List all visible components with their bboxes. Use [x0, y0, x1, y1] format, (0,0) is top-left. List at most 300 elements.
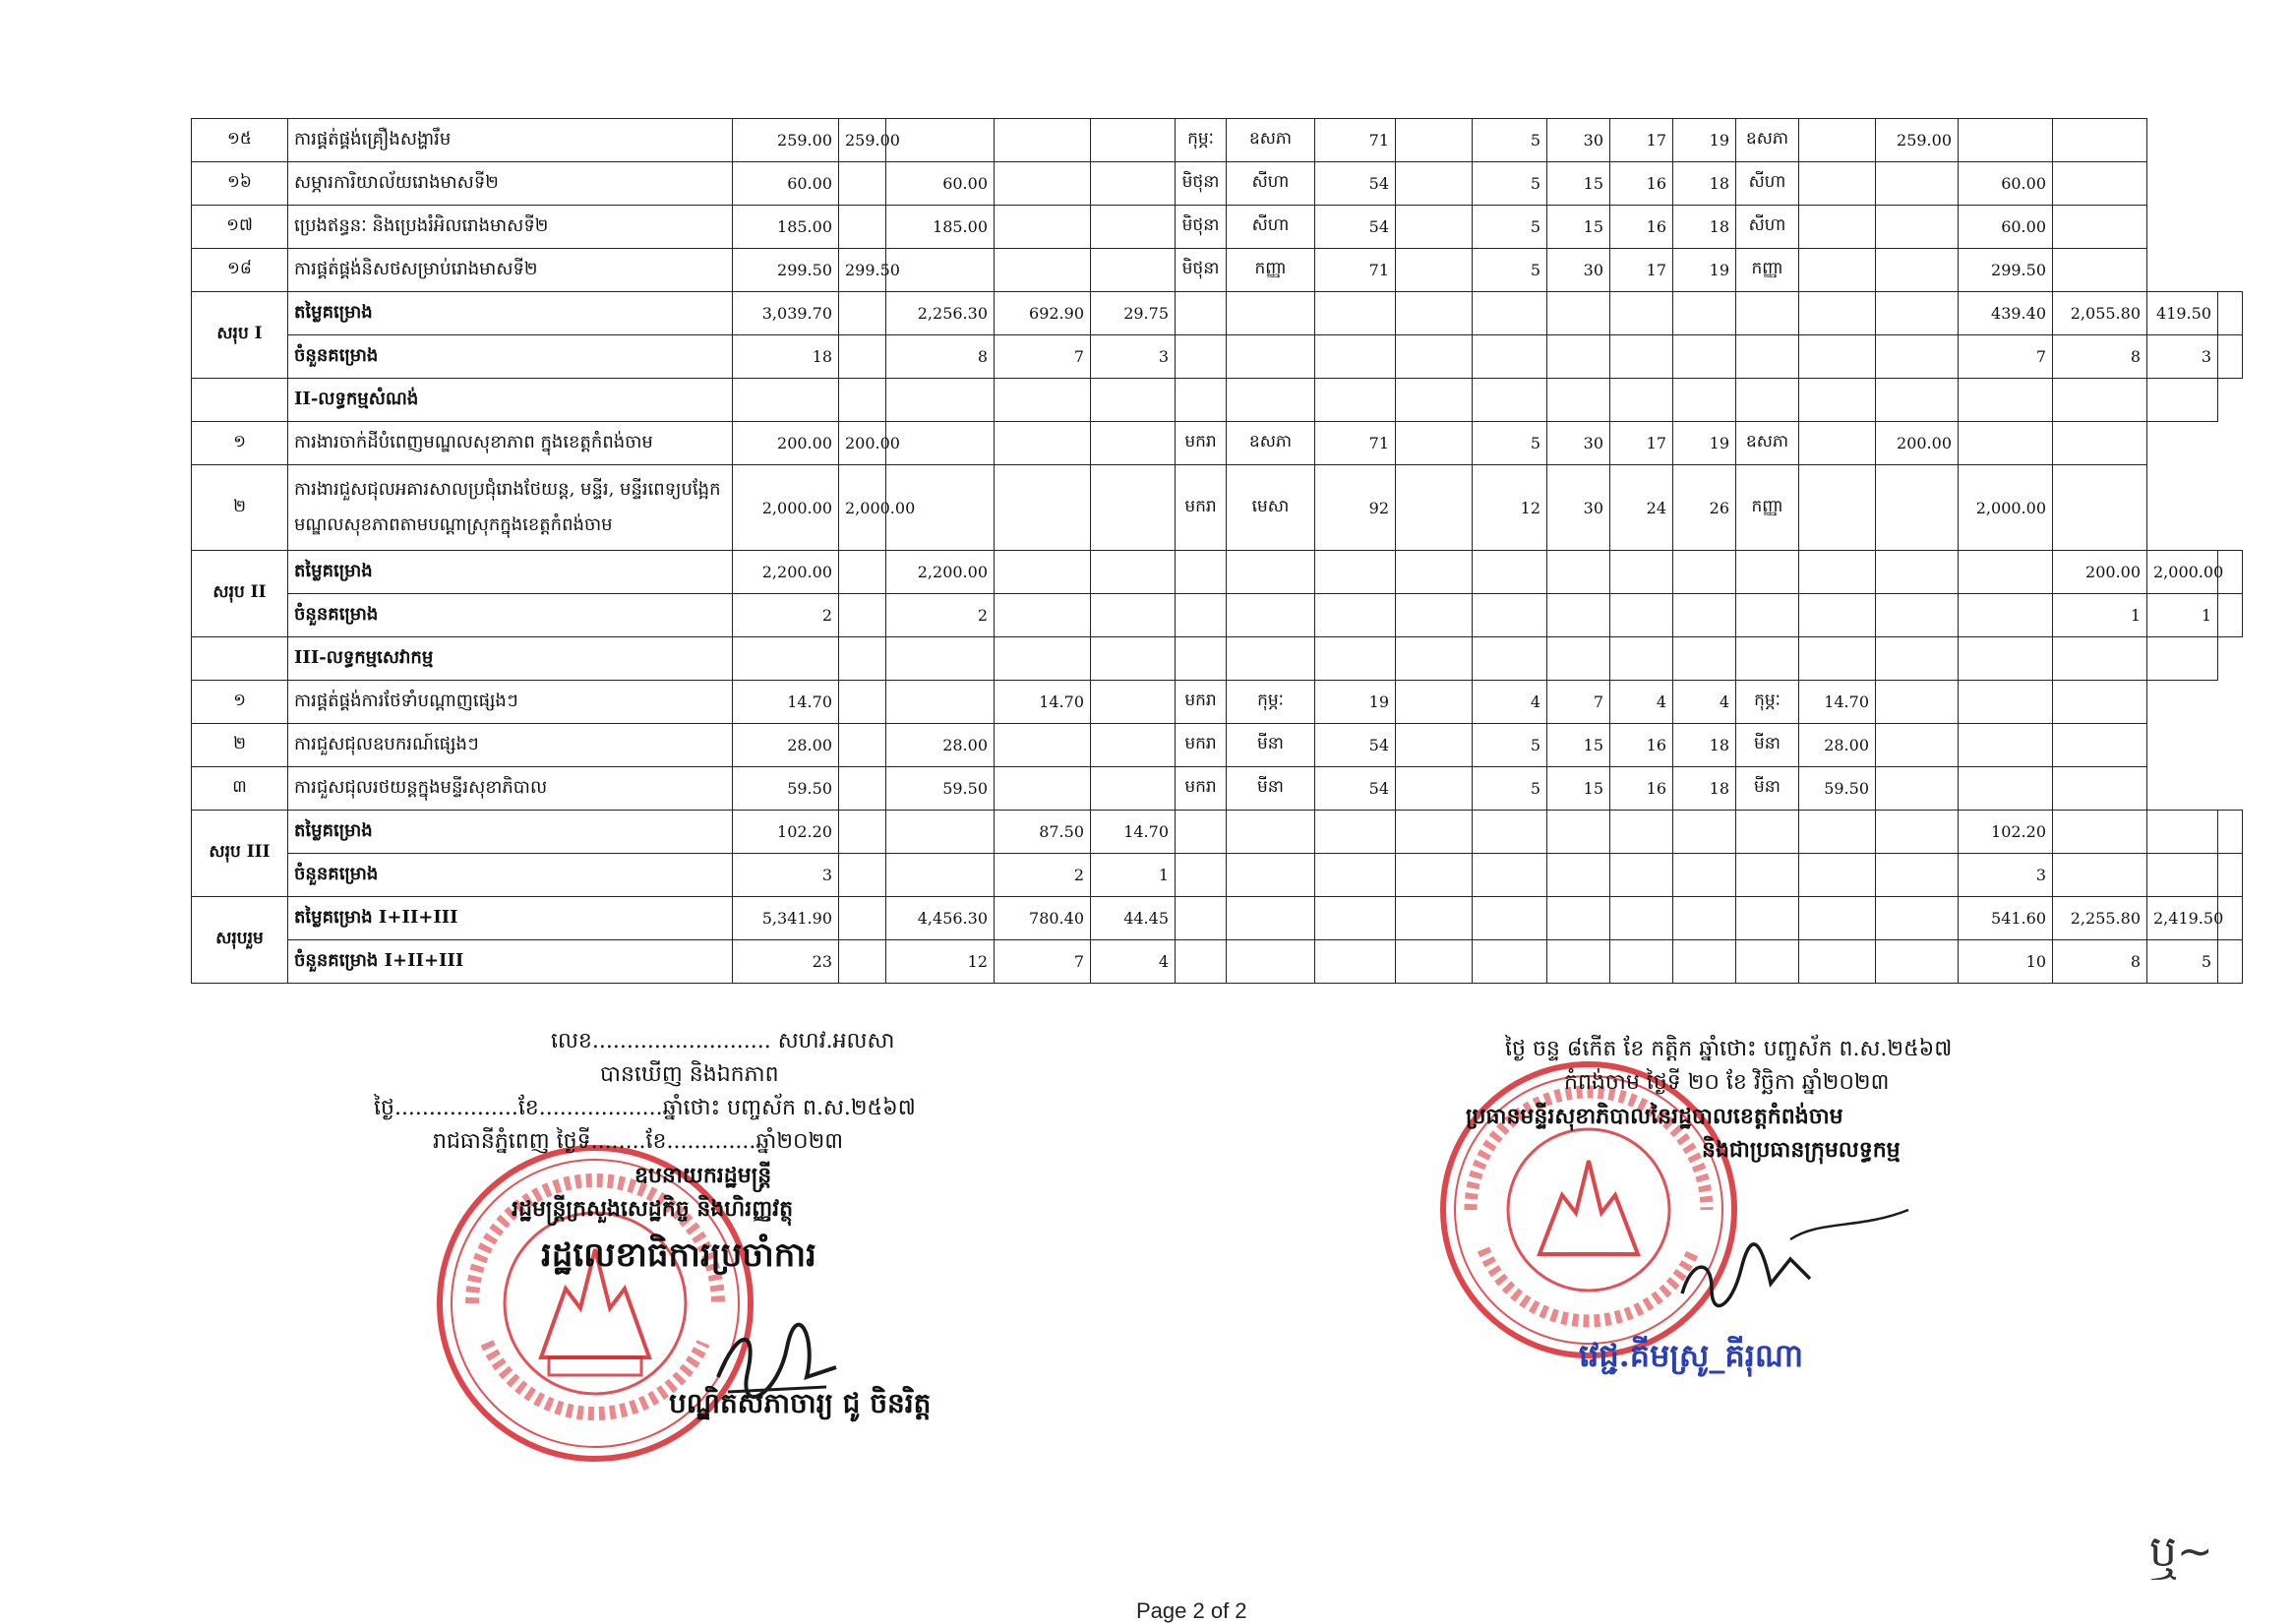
total-c3: 2: [995, 854, 1091, 897]
empty-cell: [1396, 551, 1473, 594]
amount-c2: [839, 206, 886, 249]
empty-cell: [1315, 551, 1396, 594]
quarter-r1: [1799, 422, 1876, 465]
empty-cell: [1673, 637, 1736, 681]
empty-cell: [1736, 940, 1799, 984]
amount-c1: 59.50: [733, 767, 839, 811]
procurement-plan-table: [191, 118, 2243, 984]
total-c1: 2: [733, 594, 839, 637]
start-month: មិថុនា: [1176, 206, 1227, 249]
empty-cell: [1227, 551, 1315, 594]
empty-cell: [839, 940, 886, 984]
handwritten-corner-mark: ឬ~: [2149, 1527, 2213, 1577]
contract-month: សីហា: [1736, 162, 1799, 206]
empty-cell: [733, 637, 839, 681]
amount-c2: [839, 767, 886, 811]
empty-cell: [1736, 811, 1799, 854]
right-signatory-name: វេជ្ជ.គីមស្រូ_គីរុណា: [1579, 1337, 1804, 1374]
days-d5: 17: [1610, 119, 1673, 162]
total-r2: 2,055.80: [2053, 292, 2147, 335]
empty-cell: [1610, 292, 1673, 335]
total-c1: 102.20: [733, 811, 839, 854]
amount-c2: 259.00: [839, 119, 886, 162]
count-label: ចំនួនគម្រោង: [288, 854, 733, 897]
days-d6: 19: [1673, 119, 1736, 162]
end-month: មីនា: [1227, 724, 1315, 767]
empty-cell: [1799, 854, 1876, 897]
total-r2: 8: [2053, 335, 2147, 379]
total-r1: [1959, 551, 2053, 594]
quarter-r3: [1959, 724, 2053, 767]
empty-cell: [2218, 940, 2243, 984]
days-d6: 18: [1673, 724, 1736, 767]
empty-cell: [1227, 637, 1315, 681]
subtotal-label: សរុប II: [192, 551, 288, 637]
amount-c4: [995, 249, 1091, 292]
quarter-r3: [1959, 767, 2053, 811]
total-c2: 8: [886, 335, 995, 379]
amount-c3: 59.50: [886, 767, 995, 811]
amount-c3: 28.00: [886, 724, 995, 767]
end-month: មីនា: [1227, 767, 1315, 811]
empty-cell: [839, 551, 886, 594]
total-c4: [1091, 594, 1176, 637]
item-name: ការជួសជុលឧបករណ៍ផ្សេងៗ: [288, 724, 733, 767]
empty-cell: [733, 379, 839, 422]
total-c3: 7: [995, 335, 1091, 379]
count-label: ចំនួនគម្រោង: [288, 594, 733, 637]
empty-cell: [1673, 854, 1736, 897]
days-d3: 5: [1473, 422, 1547, 465]
empty-cell: [839, 335, 886, 379]
days-d6: 4: [1673, 681, 1736, 724]
days-d5: 24: [1610, 465, 1673, 551]
days-d3: 5: [1473, 162, 1547, 206]
empty-cell: [1547, 811, 1610, 854]
empty-cell: [2053, 637, 2147, 681]
amount-c2: [839, 681, 886, 724]
quarter-r4: [2053, 724, 2147, 767]
days-d5: 16: [1610, 767, 1673, 811]
days-d2: [1396, 119, 1473, 162]
empty-cell: [1610, 594, 1673, 637]
contract-month: កញ្ញា: [1736, 249, 1799, 292]
amount-c1: 2,000.00: [733, 465, 839, 551]
empty-cell: [1315, 594, 1396, 637]
empty-cell: [1547, 594, 1610, 637]
empty-cell: [1610, 811, 1673, 854]
empty-cell: [1176, 811, 1227, 854]
table-row: [192, 162, 2243, 206]
amount-c2: [839, 162, 886, 206]
total-c2: [886, 854, 995, 897]
days-d5: 16: [1610, 724, 1673, 767]
empty-cell: [1673, 335, 1736, 379]
total-c4: [1091, 551, 1176, 594]
empty-cell: [1959, 379, 2053, 422]
empty-cell: [1473, 551, 1547, 594]
quarter-r1: 59.50: [1799, 767, 1876, 811]
days-d2: [1396, 681, 1473, 724]
quarter-r4: [2053, 465, 2147, 551]
days-d1: 19: [1315, 681, 1396, 724]
empty-cell: [2218, 292, 2243, 335]
days-d2: [1396, 465, 1473, 551]
days-d2: [1396, 206, 1473, 249]
amount-c4: [995, 206, 1091, 249]
start-month: មករា: [1176, 465, 1227, 551]
empty-cell: [1473, 335, 1547, 379]
empty-cell: [1396, 897, 1473, 940]
days-d3: 4: [1473, 681, 1547, 724]
start-month: កុម្ភៈ: [1176, 119, 1227, 162]
empty-cell: [1547, 335, 1610, 379]
total-c4: 3: [1091, 335, 1176, 379]
days-d6: 18: [1673, 206, 1736, 249]
total-c2: 4,456.30: [886, 897, 995, 940]
empty-cell: [1876, 594, 1959, 637]
empty-cell: [1473, 897, 1547, 940]
minister-title: រដ្ឋមន្ត្រីក្រសួងសេដ្ឋកិច្ច និងហិរញ្ញវត្ថុ: [512, 1196, 794, 1222]
amount-c5: [1091, 162, 1176, 206]
days-d4: 7: [1547, 681, 1610, 724]
row-number: ១៧: [192, 206, 288, 249]
empty-cell: [2218, 594, 2243, 637]
empty-cell: [1673, 379, 1736, 422]
empty-cell: [1610, 897, 1673, 940]
empty-cell: [1876, 335, 1959, 379]
quarter-r4: [2053, 119, 2147, 162]
days-d5: 4: [1610, 681, 1673, 724]
total-c4: 29.75: [1091, 292, 1176, 335]
empty-cell: [1315, 854, 1396, 897]
empty-cell: [1473, 292, 1547, 335]
start-month: មករា: [1176, 681, 1227, 724]
empty-cell: [1227, 594, 1315, 637]
days-d2: [1396, 767, 1473, 811]
total-r2: 2,255.80: [2053, 897, 2147, 940]
quarter-r1: 14.70: [1799, 681, 1876, 724]
total-c1: 3: [733, 854, 839, 897]
empty-cell: [1315, 940, 1396, 984]
empty-cell: [839, 292, 886, 335]
empty-cell: [1673, 551, 1736, 594]
contract-month: កញ្ញា: [1736, 465, 1799, 551]
days-d4: 15: [1547, 206, 1610, 249]
amount-c2: 2,000.00: [839, 465, 886, 551]
total-c4: 1: [1091, 854, 1176, 897]
empty-cell: [1799, 811, 1876, 854]
quarter-r4: [2053, 767, 2147, 811]
item-name: ការជួសជុលរថយន្តក្នុងមន្ទីរសុខាភិបាល: [288, 767, 733, 811]
empty-cell: [839, 594, 886, 637]
amount-c4: [995, 724, 1091, 767]
days-d3: 5: [1473, 767, 1547, 811]
quarter-r1: [1799, 162, 1876, 206]
days-d4: 15: [1547, 162, 1610, 206]
subtotal-label: សរុបរួម: [192, 897, 288, 984]
total-c1: 23: [733, 940, 839, 984]
left-signatory-name: បណ្ឌិតសភាចារ្យ ជូ ចិនរិត្ត: [669, 1387, 932, 1419]
days-d1: 92: [1315, 465, 1396, 551]
quarter-r3: 60.00: [1959, 206, 2053, 249]
days-d3: 5: [1473, 206, 1547, 249]
quarter-r1: [1799, 119, 1876, 162]
empty-cell: [1673, 594, 1736, 637]
total-c1: 3,039.70: [733, 292, 839, 335]
start-month: មករា: [1176, 422, 1227, 465]
empty-cell: [1673, 940, 1736, 984]
count-label: ចំនួនគម្រោង: [288, 335, 733, 379]
empty-cell: [1799, 551, 1876, 594]
quarter-r4: [2053, 206, 2147, 249]
empty-cell: [1227, 940, 1315, 984]
empty-cell: [1799, 594, 1876, 637]
section-header-row: [192, 637, 2243, 681]
days-d4: 15: [1547, 724, 1610, 767]
quarter-r1: [1799, 206, 1876, 249]
amount-c3: [886, 422, 995, 465]
amount-c5: [1091, 249, 1176, 292]
empty-cell: [1799, 379, 1876, 422]
row-number: ៣: [192, 767, 288, 811]
empty-cell: [1473, 940, 1547, 984]
subtotal-row: [192, 335, 2243, 379]
empty-cell: [1396, 940, 1473, 984]
amount-c2: [839, 724, 886, 767]
contract-month: ឧសភា: [1736, 422, 1799, 465]
empty-cell: [1176, 594, 1227, 637]
empty-cell: [2218, 811, 2243, 854]
total-r3: [2147, 854, 2218, 897]
days-d5: 17: [1610, 249, 1673, 292]
end-month: មេសា: [1227, 465, 1315, 551]
cost-label: តម្លៃគម្រោង: [288, 811, 733, 854]
empty-cell: [1876, 940, 1959, 984]
empty-cell: [1876, 811, 1959, 854]
empty-cell: [1547, 940, 1610, 984]
amount-c1: 185.00: [733, 206, 839, 249]
empty-cell: [1473, 854, 1547, 897]
empty-cell: [1610, 940, 1673, 984]
days-d2: [1396, 249, 1473, 292]
total-c1: 5,341.90: [733, 897, 839, 940]
amount-c3: 185.00: [886, 206, 995, 249]
days-d2: [1396, 724, 1473, 767]
amount-c3: [886, 249, 995, 292]
total-r3: [2147, 811, 2218, 854]
total-c3: 7: [995, 940, 1091, 984]
amount-c1: 200.00: [733, 422, 839, 465]
table-row: [192, 724, 2243, 767]
empty-cell: [1547, 292, 1610, 335]
table-row: [192, 119, 2243, 162]
cost-label: តម្លៃគម្រោង: [288, 292, 733, 335]
quarter-r3: 60.00: [1959, 162, 2053, 206]
quarter-r2: [1876, 681, 1959, 724]
empty-cell: [2218, 335, 2243, 379]
empty-cell: [839, 897, 886, 940]
empty-cell: [1227, 854, 1315, 897]
empty-cell: [1547, 551, 1610, 594]
days-d2: [1396, 422, 1473, 465]
quarter-r3: 2,000.00: [1959, 465, 2053, 551]
empty-cell: [1876, 854, 1959, 897]
item-name: ការងារចាក់ដីបំពេញមណ្ឌលសុខាភាព ក្នុងខេត្តកំពង់ចាម: [288, 422, 733, 465]
table-row: [192, 681, 2243, 724]
empty-cell: [1176, 637, 1227, 681]
amount-c5: [1091, 206, 1176, 249]
empty-cell: [1610, 854, 1673, 897]
empty-cell: [1610, 637, 1673, 681]
empty-cell: [1876, 551, 1959, 594]
total-c2: [886, 811, 995, 854]
total-r3: 3: [2147, 335, 2218, 379]
deputy-pm-title: ឧបនាយករដ្ឋមន្ត្រី: [634, 1163, 772, 1188]
empty-cell: [1176, 379, 1227, 422]
total-c1: 18: [733, 335, 839, 379]
empty-cell: [1315, 811, 1396, 854]
item-name: ការងារជួសជុលអគារសាលប្រជុំរោងថែយន្ត, មន្ទីរ, មន្ទីរពេទ្យបង្អែក មណ្ឌលសុខភាពតាមបណ្តាស្រុកក្នុងខេត្តកំពង់ចាម: [288, 465, 733, 551]
table-row: [192, 767, 2243, 811]
empty-cell: [1876, 637, 1959, 681]
empty-cell: [1227, 379, 1315, 422]
section-header-row: [192, 379, 2243, 422]
total-c2: 2,200.00: [886, 551, 995, 594]
empty-cell: [995, 379, 1091, 422]
days-d6: 19: [1673, 249, 1736, 292]
row-number: ២: [192, 465, 288, 551]
days-d6: 19: [1673, 422, 1736, 465]
total-r3: 419.50: [2147, 292, 2218, 335]
end-month: ឧសភា: [1227, 119, 1315, 162]
subtotal-label: សរុប III: [192, 811, 288, 897]
empty-cell: [1396, 637, 1473, 681]
amount-c3: 60.00: [886, 162, 995, 206]
row-number: ១: [192, 681, 288, 724]
total-c4: 4: [1091, 940, 1176, 984]
empty-cell: [1610, 335, 1673, 379]
end-month: កញ្ញា: [1227, 249, 1315, 292]
quarter-r3: [1959, 681, 2053, 724]
empty-cell: [1876, 379, 1959, 422]
empty-cell: [2053, 379, 2147, 422]
empty-cell: [1473, 594, 1547, 637]
row-number: ២: [192, 724, 288, 767]
total-r1: [1959, 594, 2053, 637]
empty-cell: [1673, 897, 1736, 940]
right-approval-block: [1446, 1033, 2135, 1372]
empty-cell: [1227, 811, 1315, 854]
start-month: មករា: [1176, 724, 1227, 767]
cost-label: តម្លៃគម្រោង I+II+III: [288, 897, 733, 940]
row-number: ១: [192, 422, 288, 465]
quarter-r2: 200.00: [1876, 422, 1959, 465]
empty-cell: [1176, 897, 1227, 940]
total-r2: [2053, 811, 2147, 854]
empty-cell: [1959, 637, 2053, 681]
amount-c1: 299.50: [733, 249, 839, 292]
amount-c1: 14.70: [733, 681, 839, 724]
quarter-r1: [1799, 249, 1876, 292]
empty-cell: [1736, 335, 1799, 379]
empty-cell: [1799, 335, 1876, 379]
days-d6: 18: [1673, 767, 1736, 811]
amount-c4: 14.70: [995, 681, 1091, 724]
empty-cell: [1547, 379, 1610, 422]
empty-cell: [1876, 292, 1959, 335]
amount-c4: [995, 422, 1091, 465]
row-number: [192, 637, 288, 681]
days-d4: 30: [1547, 465, 1610, 551]
empty-cell: [1673, 811, 1736, 854]
amount-c1: 60.00: [733, 162, 839, 206]
total-r1: 10: [1959, 940, 2053, 984]
total-c4: 14.70: [1091, 811, 1176, 854]
total-c2: 12: [886, 940, 995, 984]
item-name: ប្រេងឥន្ធនៈ និងប្រេងរំអិលរោងមាសទី២: [288, 206, 733, 249]
item-name: ការផ្គត់ផ្គង់គ្រឿងសង្ហារឹម: [288, 119, 733, 162]
section-title: II-លទ្ធកម្មសំណង់: [288, 379, 733, 422]
days-d4: 30: [1547, 119, 1610, 162]
amount-c2: 200.00: [839, 422, 886, 465]
amount-c5: [1091, 724, 1176, 767]
procurement-head-title: និងជាប្រធានក្រុមលទ្ធកម្ម: [1702, 1137, 1901, 1163]
empty-cell: [839, 854, 886, 897]
contract-month: កុម្ភៈ: [1736, 681, 1799, 724]
days-d3: 5: [1473, 249, 1547, 292]
total-r2: 200.00: [2053, 551, 2147, 594]
empty-cell: [2147, 379, 2218, 422]
quarter-r2: [1876, 162, 1959, 206]
amount-c5: [1091, 767, 1176, 811]
total-c4: 44.45: [1091, 897, 1176, 940]
start-month: មិថុនា: [1176, 249, 1227, 292]
empty-cell: [1547, 854, 1610, 897]
page-number: Page 2 of 2: [1136, 1598, 1247, 1623]
end-month: សីហា: [1227, 206, 1315, 249]
row-number: ១៨: [192, 249, 288, 292]
contract-month: ឧសភា: [1736, 119, 1799, 162]
days-d6: 26: [1673, 465, 1736, 551]
days-d1: 71: [1315, 249, 1396, 292]
amount-c1: 259.00: [733, 119, 839, 162]
table-row: [192, 206, 2243, 249]
days-d1: 71: [1315, 422, 1396, 465]
quarter-r2: [1876, 206, 1959, 249]
days-d1: 54: [1315, 206, 1396, 249]
days-d6: 18: [1673, 162, 1736, 206]
empty-cell: [839, 379, 886, 422]
empty-cell: [1473, 811, 1547, 854]
lunar-date-right: ថ្ងៃ ចន្ទ ៨កើត ខែ កត្តិក ឆ្នាំថោះ បញ្ចស័ក ព.ស.២៥៦៧: [1505, 1037, 1953, 1061]
total-c2: 2: [886, 594, 995, 637]
empty-cell: [1473, 637, 1547, 681]
subtotal-label: សរុប I: [192, 292, 288, 379]
total-c1: 2,200.00: [733, 551, 839, 594]
empty-cell: [1315, 637, 1396, 681]
total-c3: 87.50: [995, 811, 1091, 854]
empty-cell: [1736, 637, 1799, 681]
empty-cell: [1315, 335, 1396, 379]
subtotal-row: [192, 897, 2243, 940]
empty-cell: [2147, 637, 2218, 681]
total-c3: 780.40: [995, 897, 1091, 940]
total-r3: 5: [2147, 940, 2218, 984]
total-r2: 1: [2053, 594, 2147, 637]
quarter-r2: 259.00: [1876, 119, 1959, 162]
subtotal-row: [192, 551, 2243, 594]
